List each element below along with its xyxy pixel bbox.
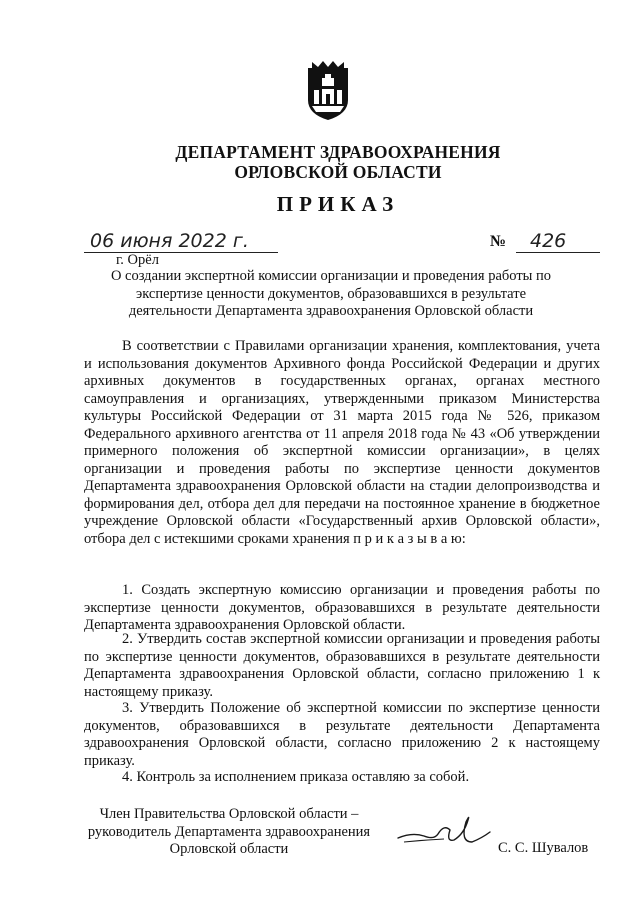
org-name-line1: ДЕПАРТАМЕНТ ЗДРАВООХРАНЕНИЯ: [175, 142, 501, 162]
order-number-label: №: [490, 233, 507, 250]
order-item-4: 4. Контроль за исполнением приказа оставляю за собой.: [122, 769, 470, 785]
coat-of-arms-icon: [304, 60, 352, 122]
document-type-title: ПРИКАЗ: [276, 192, 400, 216]
order-item-3: 3. Утвердить Положение об экспертной комиссии по экспертизе ценности документов, образовавшихся в результате деятельности Департамента здравоохранения Орловской области, согласно приложению 2 к настоящему приказу.: [84, 700, 600, 769]
list-item: [84, 700, 600, 770]
preamble-paragraph: [84, 338, 600, 548]
list-item: [84, 582, 600, 635]
order-item-1: 1. Создать экспертную комиссию организации и проведения работы по экспертизе ценности документов, образовавшихся в результате деятельности Департамента здравоохранения Орловской области.: [84, 582, 600, 633]
order-subject: О создании экспертной комиссии организации и проведения работы по экспертизе ценности документов, образовавшихся в результате деятельности Департамента здравоохранения Орловской области: [110, 268, 552, 319]
list-item: [84, 769, 600, 787]
position-line-3: Орловской области: [169, 841, 289, 857]
handwritten-signature: [394, 812, 494, 852]
order-number: 426: [516, 230, 600, 253]
list-item: [84, 631, 600, 701]
preamble-text: В соответствии с Правилами организации хранения, комплектования, учета и использования документов Архивного фонда Российской Федерации и других архивных документов в государственных органах, органах местного самоуправления и организациях, утвержденными приказом Министерства культуры Российской Федерации от 31 марта 2015 года № 526, приказом Федерального архивного агентства от 11 апреля 2018 года № 43 «Об утверждении примерного положения об экспертной комиссии организации», в целях организации и проведения работы по экспертизе ценности документов Департамента здравоохранения Орловской области на стадии делопроизводства и формирования дел, отбора дел для передачи на постоянное хранение в бюджетное учреждение Орловской области «Государственный архив Орловской области», отбора дел с истекшими сроками хранения п р и к а з ы в а ю:: [84, 338, 600, 547]
signatory-name: С. С. Шувалов: [498, 840, 589, 856]
order-date: 06 июня 2022 г.: [84, 230, 278, 253]
position-line-1: Член Правительства Орловской области –: [99, 806, 359, 822]
org-name-line2: ОРЛОВСКОЙ ОБЛАСТИ: [234, 162, 442, 182]
position-line-2: руководитель Департамента здравоохранения: [87, 823, 371, 840]
order-item-2: 2. Утвердить состав экспертной комиссии организации и проведения работы по экспертизе ценности документов, образовавшихся в результате деятельности Департамента здравоохранения Орловской области, согласно приложению 1 к настоящему приказу.: [84, 631, 600, 700]
signatory-position: [64, 806, 394, 859]
city: г. Орёл: [116, 252, 159, 268]
